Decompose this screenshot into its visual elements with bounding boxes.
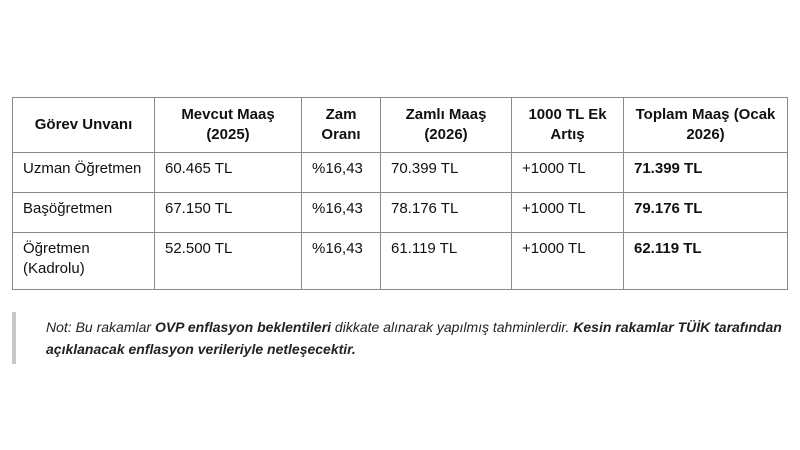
cell-current-salary: 60.465 TL	[155, 153, 302, 193]
cell-extra-raise: +1000 TL	[512, 193, 624, 233]
cell-raise-rate: %16,43	[302, 153, 381, 193]
table-row	[13, 153, 788, 193]
header-toplam-maas: Toplam Maaş (Ocak 2026)	[624, 98, 788, 153]
footnote-text-2: dikkate alınarak yapılmış tahminlerdir.	[331, 319, 574, 335]
cell-raise-rate: %16,43	[302, 193, 381, 233]
cell-title: Öğretmen (Kadrolu)	[13, 233, 155, 290]
cell-extra-raise: +1000 TL	[512, 233, 624, 290]
table-row	[13, 193, 788, 233]
cell-raised-salary: 61.119 TL	[381, 233, 512, 290]
cell-raised-salary: 78.176 TL	[381, 193, 512, 233]
footnote	[12, 312, 800, 364]
cell-total-salary: 62.119 TL	[624, 233, 788, 290]
header-ek-artis: 1000 TL Ek Artış	[512, 98, 624, 153]
cell-current-salary: 67.150 TL	[155, 193, 302, 233]
cell-title: Uzman Öğretmen	[13, 153, 155, 193]
cell-extra-raise: +1000 TL	[512, 153, 624, 193]
cell-current-salary: 52.500 TL	[155, 233, 302, 290]
table-header-row	[13, 98, 788, 153]
footnote-text-1: Not: Bu rakamlar	[46, 319, 155, 335]
cell-total-salary: 79.176 TL	[624, 193, 788, 233]
footnote-bold-1: OVP enflasyon beklentileri	[154, 319, 332, 335]
cell-raised-salary: 70.399 TL	[381, 153, 512, 193]
header-zamli-maas: Zamlı Maaş (2026)	[381, 98, 512, 153]
table-row	[13, 233, 788, 290]
header-mevcut-maas: Mevcut Maaş (2025)	[155, 98, 302, 153]
cell-total-salary: 71.399 TL	[624, 153, 788, 193]
cell-raise-rate: %16,43	[302, 233, 381, 290]
header-zam-orani: Zam Oranı	[302, 98, 381, 153]
cell-title: Başöğretmen	[13, 193, 155, 233]
footnote-bold-2: Kesin rakamlar TÜİK tarafından açıklanacak enflasyon verileriyle netleşecektir.	[46, 319, 782, 357]
header-gorev-unvani: Görev Unvanı	[13, 98, 155, 153]
salary-table	[12, 97, 788, 290]
